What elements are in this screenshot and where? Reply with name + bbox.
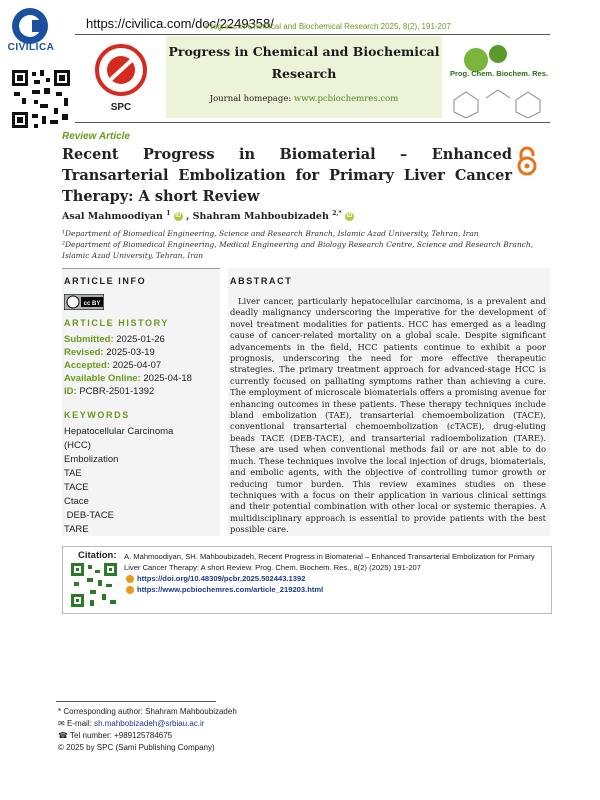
author-name: , Shahram Mahboubizadeh xyxy=(186,211,329,223)
affiliation-1: ¹Department of Biomedical Engineering, Science and Research Branch, Islamic Azad University, Tehran, Iran xyxy=(62,229,479,238)
keyword-item: DEB-TACE xyxy=(64,510,114,521)
citation-url-row xyxy=(124,584,544,595)
author-sup: 1 xyxy=(166,210,171,217)
affiliation-2: ²Department of Biomedical Engineering, Medical Engineering and Biology Research Centre, Science and Research Branch, Islamic Azad University, Tehran, Iran xyxy=(62,240,534,260)
info-divider xyxy=(62,268,220,269)
citation-doi-row xyxy=(124,573,544,584)
article-history-heading: ARTICLE HISTORY xyxy=(64,318,170,328)
citation-body xyxy=(124,551,544,595)
qr-code-icon xyxy=(10,68,72,130)
keyword-item: Embolization xyxy=(64,454,119,465)
abstract-text: Liver cancer, particularly hepatocellular carcinoma, is a prevalent and deadly malignancy underscoring the imperative for the development of novel treatment modalities for patients. HCC has emerged as a leading cause of cancer-related mortality on a global scale. Despite significant advancements in the field, HCC patients continue to exhibit a poor prognosis, underscoring the need for more effective therapeutic strategies. The primary treatment approach for advanced-stage HCC is currently focused on palliating symptoms rather than achieving a cure. The employment of microscale biomaterials offers a promising avenue for enhancing outcomes in these patients. These therapy techniques include bland embolization (TAE), transarterial chemoembolization (TACE), conventional transarterial chemoembolization (cTACE), drug-eluting beads TACE (DEB-TACE), and transarterial radioembolization (TARE). These are used when conventional methods fail or are not able to do much. These techniques involve the local injection of drugs, biomaterials, and embolic agents, with the objective of controlling tumor growth or reducing tumor burden. This review examines studies on these techniques with a focus on their application in various clinical settings and their potential combination with other local or systemic therapies. A multidisciplinary approach is essential to provide patients with the best possible care. xyxy=(230,296,546,535)
homepage-label: Journal homepage: xyxy=(209,94,292,104)
spc-logo xyxy=(78,42,164,114)
keyword-item: (HCC) xyxy=(64,440,91,451)
pcbr-logo-text: Prog. Chem. Biochem. Res. xyxy=(450,69,548,78)
pcbr-logo xyxy=(446,40,552,118)
footer-divider xyxy=(56,701,216,702)
footer-tel-row xyxy=(58,730,172,742)
keyword-item: TAE xyxy=(64,468,82,479)
email-link[interactable]: sh.mahbobizadeh@srbiau.ac.ir xyxy=(94,719,205,728)
history-submitted: Submitted: 2025-01-26 xyxy=(64,334,165,345)
doi-link-icon xyxy=(126,575,134,583)
mail-icon: ✉ xyxy=(58,719,65,728)
citation-qr-code-icon xyxy=(70,562,118,608)
abstract-heading: ABSTRACT xyxy=(230,276,293,286)
footer-email-row xyxy=(58,718,204,730)
cc-badge-label: cc BY xyxy=(83,301,101,307)
keyword-item: TACE xyxy=(64,482,89,493)
keywords-heading: KEYWORDS xyxy=(64,410,130,420)
tel-number: Tel number: +989125784675 xyxy=(70,731,173,740)
civilica-logo-text: CIVILICA xyxy=(7,42,55,53)
document-url[interactable]: https://civilica.com/doc/2249358/ xyxy=(86,16,274,31)
article-type: Review Article xyxy=(62,131,130,142)
orcid-icon[interactable]: iD xyxy=(175,213,182,220)
orcid-icon[interactable]: iD xyxy=(346,213,353,220)
header-divider-bottom xyxy=(75,122,550,123)
author-sup: 2,* xyxy=(332,210,342,217)
keyword-item: TARE xyxy=(64,524,89,535)
header-divider-top xyxy=(75,34,550,35)
author-name: Asal Mahmoodiyan xyxy=(62,211,163,223)
copyright: © 2025 by SPC (Sami Publishing Company) xyxy=(58,743,215,752)
keyword-item: Hepatocellular Carcinoma xyxy=(64,426,174,437)
citation-text: A. Mahmoodiyan, SH. Mahboubizadeh, Recent Progress in Biomaterial – Enhanced Transarterial Embolization for Primary Liver Cancer Therapy: A short Review. Prog. Chem. Biochem. Res., 8(2) (2025) 191-207 xyxy=(124,552,535,572)
citation-label: Citation: xyxy=(78,550,117,561)
history-revised: Revised: 2025-03-19 xyxy=(64,347,155,358)
history-id: ID: PCBR-2501-1392 xyxy=(64,386,155,397)
homepage-link[interactable]: www.pcbiochemres.com xyxy=(293,94,399,104)
corresponding-author: * Corresponding author: Shahram Mahboubizadeh xyxy=(58,707,237,716)
phone-icon: ☎ xyxy=(58,731,68,740)
journal-homepage xyxy=(166,94,442,104)
cc-license-badge[interactable] xyxy=(64,294,104,310)
keyword-item: Ctace xyxy=(64,496,89,507)
history-accepted: Accepted: 2025-04-07 xyxy=(64,360,162,371)
spc-logo-text: SPC xyxy=(110,102,132,113)
journal-citation-top: Progress in Chemical and Biochemical Research 2025, 8(2), 191-207 xyxy=(205,22,451,31)
article-link[interactable]: https://www.pcbiochemres.com/article_219203.html xyxy=(137,585,324,594)
article-info-heading: ARTICLE INFO xyxy=(64,276,147,286)
email-label: E-mail: xyxy=(66,719,92,728)
article-title: Recent Progress in Biomaterial – Enhanced Transarterial Embolization for Primary Liver Cancer Therapy: A short Review xyxy=(62,146,512,205)
doi-link[interactable]: https://doi.org/10.48309/pcbr.2025.502443.1392 xyxy=(137,574,306,583)
history-available-online: Available Online: 2025-04-18 xyxy=(64,373,192,384)
open-access-icon xyxy=(514,146,540,176)
journal-title: Progress in Chemical and Biochemical Research xyxy=(168,44,440,81)
article-link-icon xyxy=(126,586,134,594)
author-list xyxy=(62,210,354,222)
